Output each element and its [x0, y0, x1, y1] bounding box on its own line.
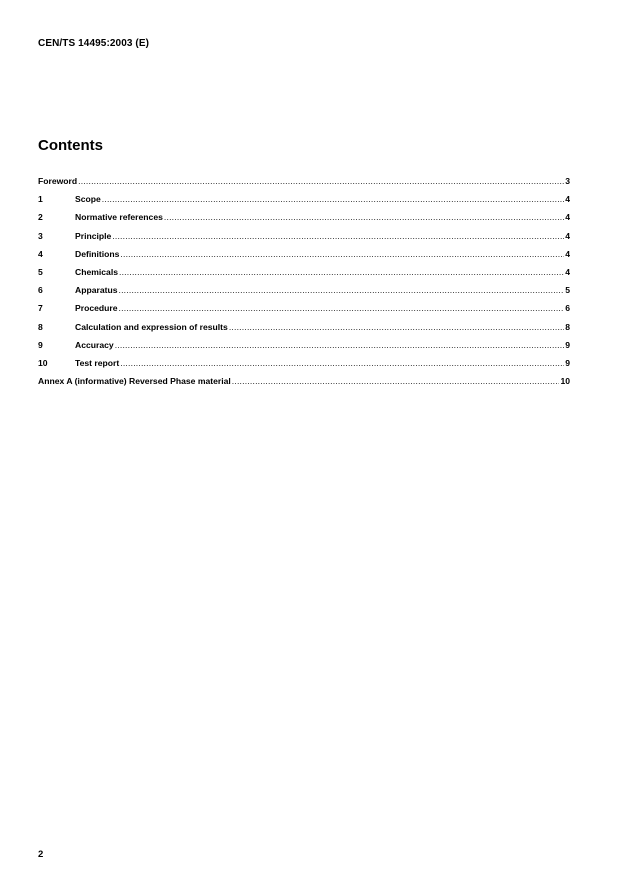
- toc-entry-number: 9: [38, 339, 43, 350]
- toc-entry-number: 1: [38, 194, 43, 205]
- toc-entry-title: Foreword: [38, 176, 78, 186]
- toc-entry-title: Apparatus: [75, 285, 118, 296]
- table-of-contents: [38, 176, 570, 394]
- toc-entry[interactable]: [38, 303, 570, 321]
- toc-entry-page: 8: [565, 321, 570, 332]
- toc-dot-leader: [164, 212, 564, 222]
- toc-entry-page: 4: [565, 248, 570, 259]
- contents-heading: Contents: [38, 137, 103, 154]
- toc-entry-page: 6: [565, 303, 570, 314]
- toc-entry-number: 5: [38, 266, 43, 277]
- toc-entry[interactable]: [38, 231, 570, 249]
- toc-entry-number: 4: [38, 248, 43, 259]
- toc-entry-title: Scope: [75, 194, 101, 205]
- toc-entry-title: Chemicals: [75, 266, 118, 277]
- toc-dot-leader: [232, 376, 560, 386]
- toc-entry[interactable]: [38, 285, 570, 303]
- toc-dot-leader: [78, 176, 564, 186]
- toc-dot-leader: [115, 340, 565, 350]
- document-header-id: CEN/TS 14495:2003 (E): [38, 38, 150, 49]
- toc-dot-leader: [119, 285, 565, 295]
- toc-entry-title: Definitions: [75, 248, 120, 259]
- toc-entry[interactable]: [38, 249, 570, 267]
- toc-entry-page: 4: [565, 194, 570, 205]
- toc-entry-page: 4: [565, 212, 570, 223]
- toc-entry[interactable]: [38, 194, 570, 212]
- toc-entry-page: 9: [565, 357, 570, 368]
- toc-entry-title: Principle: [75, 230, 112, 241]
- toc-dot-leader: [120, 249, 564, 259]
- toc-dot-leader: [119, 303, 565, 313]
- toc-entry-page: 9: [565, 339, 570, 350]
- toc-entry[interactable]: [38, 176, 570, 194]
- toc-entry-number: 8: [38, 321, 43, 332]
- toc-entry-number: 6: [38, 285, 43, 296]
- toc-entry-number: 10: [38, 357, 48, 368]
- toc-entry-number: 2: [38, 212, 43, 223]
- toc-entry[interactable]: [38, 212, 570, 230]
- toc-entry-title: Procedure: [75, 303, 118, 314]
- toc-entry-page: 3: [565, 176, 570, 186]
- toc-entry-title: Calculation and expression of results: [75, 321, 228, 332]
- toc-entry-title: Accuracy: [75, 339, 114, 350]
- toc-entry[interactable]: [38, 358, 570, 376]
- toc-dot-leader: [229, 322, 564, 332]
- toc-entry[interactable]: [38, 322, 570, 340]
- toc-entry-page: 4: [565, 230, 570, 241]
- page-number: 2: [38, 849, 44, 860]
- toc-entry-page: 5: [565, 285, 570, 296]
- toc-entry-title: Annex A (informative) Reversed Phase material: [38, 376, 231, 387]
- toc-dot-leader: [119, 267, 564, 277]
- toc-entry-number: 7: [38, 303, 43, 314]
- toc-entry-page: 10: [560, 376, 570, 387]
- toc-entry-number: 3: [38, 230, 43, 241]
- toc-entry-title: Test report: [75, 357, 120, 368]
- toc-entry-page: 4: [565, 266, 570, 277]
- toc-entry[interactable]: [38, 340, 570, 358]
- toc-dot-leader: [112, 231, 564, 241]
- toc-entry[interactable]: [38, 376, 570, 394]
- toc-dot-leader: [102, 194, 564, 204]
- toc-entry-title: Normative references: [75, 212, 163, 223]
- toc-dot-leader: [120, 358, 564, 368]
- toc-entry[interactable]: [38, 267, 570, 285]
